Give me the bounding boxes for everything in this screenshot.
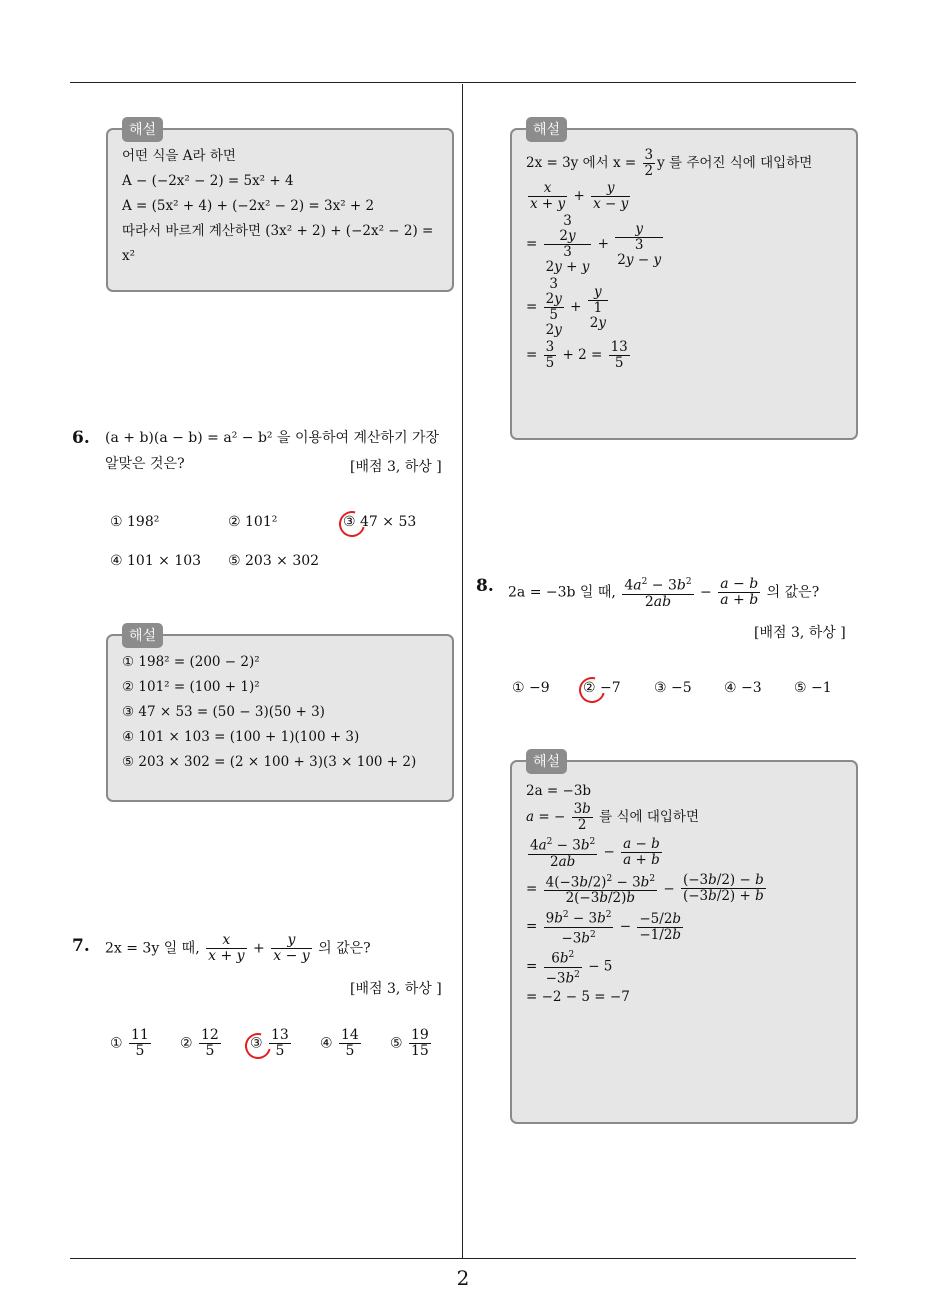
fraction: $\frac{19}{15}$ [411,1027,429,1059]
option-3[interactable]: ③ −5 [654,680,692,696]
option-1[interactable]: ① −9 [512,680,550,696]
solution-line: 따라서 바르게 계산하면 (3x² + 2) + (−2x² − 2) = [122,223,434,239]
question-tail: 의 값은? [766,584,820,601]
solution-tag: 해설 [526,117,567,142]
option-3[interactable]: ③ 47 × 53 [343,514,417,530]
solution-line: $\frac{4a^2 - 3b^2}{2ab}$ − $\frac{a - b}{a + b}$ [530,835,660,870]
question-tail: 의 값은? [318,940,371,957]
option-4[interactable] [320,1028,363,1059]
solution-line: A = (5x² + 4) + (−2x² − 2) = 3x² + 2 [122,198,375,214]
question-text: 2x = 3y 일 때, $\frac{x}{x + y}$ + $\frac{y}{x - y}$ 의 값은? [105,932,371,964]
solution-line: ③ 47 × 53 = (50 − 3)(50 + 3) [122,704,325,720]
solution-line: ④ 101 × 103 = (100 + 1)(100 + 3) [122,729,360,745]
option-marker: ③ [250,1035,263,1052]
option-2[interactable]: ② 101² [228,514,278,530]
solution-line: 어떤 식을 A라 하면 [122,148,236,164]
question-lead: 2a = −3b 일 때, [508,584,616,601]
solution-tag: 해설 [122,623,163,648]
fraction: $\frac{4a^2 - 3b^2}{2ab}$ [624,577,692,610]
score-label: [배점 3, 하상 ] [754,625,846,641]
option-5[interactable]: ⑤ −1 [794,680,832,696]
solution-box-7 [510,122,858,440]
solution-line: = $\frac{9b^2 - 3b^2}{-3b^2}$ − $\frac{-5/2b}{-1/2b}$ [526,910,682,946]
question-number: 8. [476,576,494,596]
solution-line: x² [122,248,136,264]
question-line: 알맞은 것은? [105,456,185,472]
option-4[interactable]: ④ −3 [724,680,762,696]
answer-mark-circle [334,506,370,542]
solution-line: = $\frac{6b^2}{-3b^2}$ − 5 [526,950,613,986]
solution-line: = 3 2y 5 2y + y 1 2y [526,276,606,338]
solution-tag: 해설 [526,749,567,774]
fraction: $\frac{13}{5}$ [271,1027,289,1059]
solution-line: 2a = −3b [526,783,592,799]
solution-line: ② 101² = (100 + 1)² [122,679,260,695]
page-number: 2 [456,1266,470,1290]
solution-line: ① 198² = (200 − 2)² [122,654,260,670]
solution-line: = $\frac{4(-3b/2)^2 - 3b^2}{2(-3b/2)b}$ − $\frac{(-3b/2) - b}{(-3b/2) + b}$ [526,872,764,906]
score-label: [배점 3, 하상 ] [350,459,442,475]
option-marker: ④ [320,1035,333,1052]
solution-box-5 [106,122,454,292]
fraction: $\frac{a - b}{a + b}$ [720,575,759,608]
question-number: 7. [72,936,90,956]
solution-line: = $\frac{3}{5}$ + 2 = $\frac{13}{5}$ [526,339,628,371]
option-1[interactable]: ① 198² [110,514,160,530]
option-1[interactable] [110,1028,153,1059]
question-number: 6. [72,428,90,448]
solution-line: 2x = 3y 에서 x = $\frac{3}{2}$ y 를 주어진 식에 대입하면 [526,147,813,179]
solution-tag: 해설 [122,117,163,142]
solution-box-6 [106,628,454,802]
column-divider [462,84,463,1258]
question-line: (a + b)(a − b) = a² − b² 을 이용하여 계산하기 가장 [105,430,440,446]
solution-line: a = − $\frac{3b}{2}$ 를 식에 대입하면 [526,801,699,833]
solution-line: $\frac{x}{x + y}$ + $\frac{y}{x - y}$ [530,180,629,212]
solution-line: = 3 2y 3 2y + y + y 3 2y − y [526,213,662,275]
question-lead: 2x = 3y 일 때, [105,940,200,957]
option-2[interactable]: ② −7 [583,680,621,696]
fraction: $\frac{14}{5}$ [341,1027,359,1059]
question-text: 2a = −3b 일 때, $\frac{4a^2 - 3b^2}{2ab}$ − $\frac{a - b}{a + b}$ 의 값은? [508,575,820,610]
option-4[interactable]: ④ 101 × 103 [110,553,202,569]
bottom-rule [70,1258,856,1259]
option-2[interactable] [180,1028,223,1059]
option-5[interactable]: ⑤ 203 × 302 [228,553,320,569]
solution-line: = −2 − 5 = −7 [526,989,630,1005]
fraction: $\frac{x}{x + y}$ [208,932,245,964]
solution-line: A − (−2x² − 2) = 5x² + 4 [122,173,294,189]
solution-box-8 [510,754,858,1124]
answer-mark-circle [574,672,610,708]
top-rule [70,82,856,83]
fraction: $\frac{11}{5}$ [131,1027,149,1059]
option-marker: ② [180,1035,193,1052]
option-marker: ⑤ [390,1035,403,1052]
option-5[interactable] [390,1028,433,1059]
option-marker: ① [110,1035,123,1052]
score-label: [배점 3, 하상 ] [350,981,442,997]
fraction: $\frac{y}{x - y}$ [273,932,310,964]
fraction: $\frac{12}{5}$ [201,1027,219,1059]
solution-line: ⑤ 203 × 302 = (2 × 100 + 3)(3 × 100 + 2) [122,754,417,770]
